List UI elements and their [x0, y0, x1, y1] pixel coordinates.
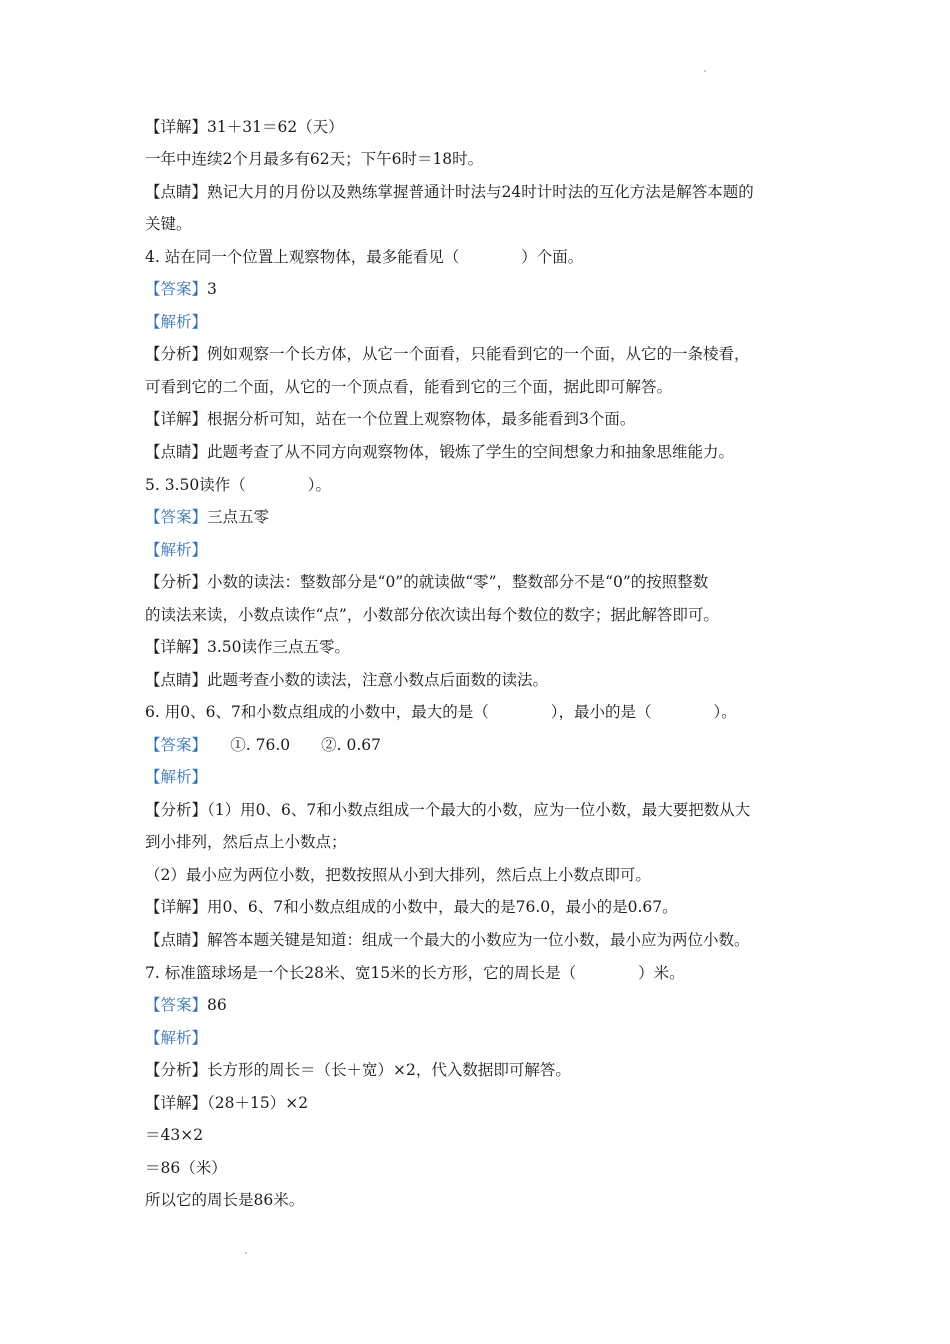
- analysis-tag: 【分析】: [145, 345, 208, 363]
- text-line: （2）最小应为两位小数，把数按照从小到大排列，然后点上小数点即可。: [145, 866, 651, 884]
- detail-tag: 【详解】: [145, 118, 208, 136]
- page-speck-top: [704, 70, 706, 72]
- analysis-5: 【分析】小数的读法：整数部分是“0”的就读做“零”，整数部分不是“0”的按照整数: [145, 573, 709, 591]
- tip-6: 【点睛】解答本题关键是知道：组成一个最大的小数应为一位小数，最小应为两位小数。: [145, 931, 750, 949]
- analysis-tag: 【分析】: [145, 1061, 208, 1079]
- answer-7: 【答案】86: [145, 996, 227, 1014]
- text-line: 到小排列，然后点上小数点；: [145, 833, 347, 851]
- analysis-tag: 【分析】: [145, 801, 208, 819]
- text-line: 的读法来读，小数点读作“点”，小数部分依次读出每个数位的数字；据此解答即可。: [145, 606, 719, 624]
- question-7: 7. 标准篮球场是一个长28米、宽15米的长方形，它的周长是（ ）米。: [145, 964, 685, 982]
- analysis-7: 【分析】长方形的周长＝（长＋宽）×2，代入数据即可解答。: [145, 1061, 571, 1079]
- conclusion-line: 所以它的周长是86米。: [145, 1191, 305, 1209]
- tip-4: 【点睛】此题考查了从不同方向观察物体，锻炼了学生的空间想象力和抽象思维能力。: [145, 443, 735, 461]
- analysis-header: 【解析】: [145, 1029, 208, 1047]
- answer-5: 【答案】三点五零: [145, 508, 270, 526]
- tip-tag: 【点睛】: [145, 671, 208, 689]
- analysis-header: 【解析】: [145, 768, 208, 786]
- analysis-6: 【分析】（1）用0、6、7和小数点组成一个最大的小数，应为一位小数，最大要把数从大: [145, 801, 751, 819]
- detail-tag: 【详解】: [145, 898, 208, 916]
- analysis-header: 【解析】: [145, 313, 208, 331]
- tip-line-3: 【点睛】熟记大月的月份以及熟练掌握普通计时法与24时计时法的互化方法是解答本题的: [145, 183, 754, 201]
- analysis-header: 【解析】: [145, 541, 208, 559]
- analysis-tag: 【分析】: [145, 573, 208, 591]
- text-line: 可看到它的二个面，从它的一个顶点看，能看到它的三个面，据此即可解答。: [145, 378, 673, 396]
- text-line: 一年中连续2个月最多有62天；下午6时＝18时。: [145, 150, 484, 168]
- detail-7: 【详解】（28＋15）×2: [145, 1094, 309, 1112]
- tip-tag: 【点睛】: [145, 183, 208, 201]
- answer-tag: 【答案】: [145, 280, 208, 298]
- answer-4: 【答案】3: [145, 280, 217, 298]
- detail-5: 【详解】3.50读作三点五零。: [145, 638, 351, 656]
- detail-6: 【详解】用0、6、7和小数点组成的小数中，最大的是76.0，最小的是0.67。: [145, 898, 678, 916]
- page-speck-bottom: [245, 1252, 247, 1254]
- analysis-4: 【分析】例如观察一个长方体，从它一个面看，只能看到它的一个面，从它的一条棱看，: [145, 345, 750, 363]
- answer-6: 【答案】 ①. 76.0 ②. 0.67: [145, 736, 381, 754]
- tip-5: 【点睛】此题考查小数的读法，注意小数点后面数的读法。: [145, 671, 549, 689]
- detail-line-3: 【详解】31＋31＝62（天）: [145, 118, 344, 136]
- detail-tag: 【详解】: [145, 410, 208, 428]
- detail-tag: 【详解】: [145, 638, 208, 656]
- question-5: 5. 3.50读作（ ）。: [145, 476, 331, 494]
- answer-tag: 【答案】: [145, 736, 200, 754]
- calc-line: ＝43×2: [145, 1126, 204, 1144]
- text-line: 关键。: [145, 215, 192, 233]
- tip-tag: 【点睛】: [145, 443, 208, 461]
- detail-tag: 【详解】: [145, 1094, 208, 1112]
- question-4: 4. 站在同一个位置上观察物体，最多能看见（ ）个面。: [145, 248, 584, 266]
- answer-tag: 【答案】: [145, 996, 208, 1014]
- answer-tag: 【答案】: [145, 508, 208, 526]
- detail-4: 【详解】根据分析可知，站在一个位置上观察物体，最多能看到3个面。: [145, 410, 636, 428]
- question-6: 6. 用0、6、7和小数点组成的小数中，最大的是（ ），最小的是（ ）。: [145, 703, 737, 721]
- calc-line: ＝86（米）: [145, 1159, 227, 1177]
- tip-tag: 【点睛】: [145, 931, 208, 949]
